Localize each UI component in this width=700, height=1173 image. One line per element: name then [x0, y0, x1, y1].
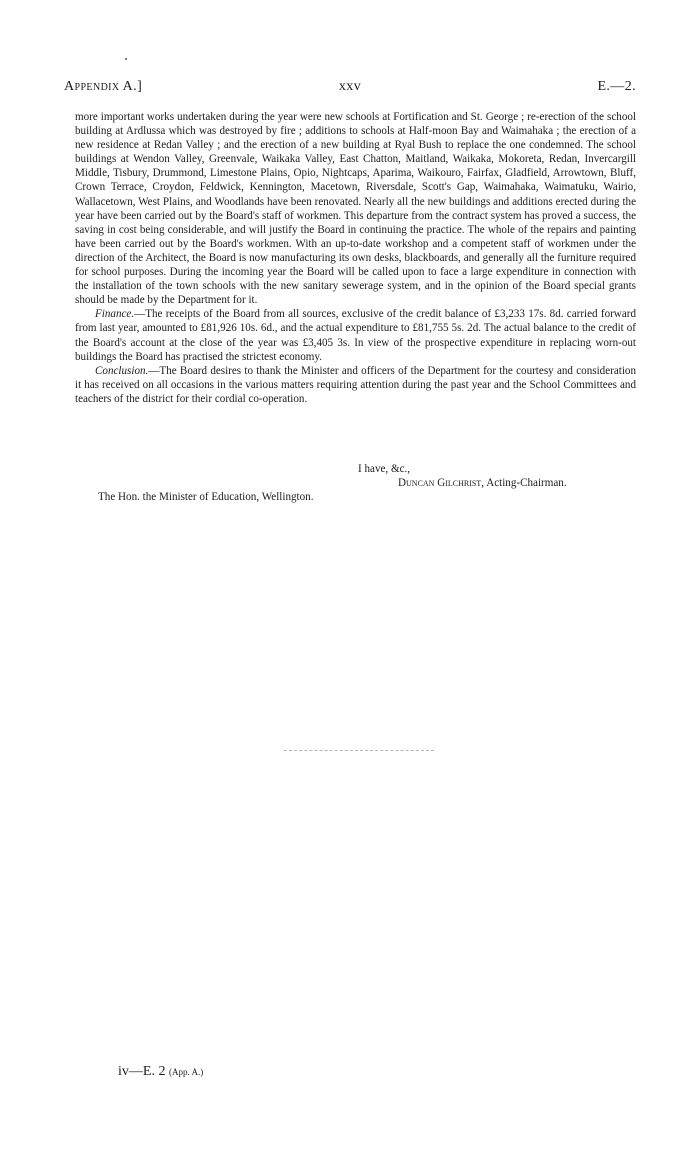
document-code: E.—2.	[597, 79, 636, 94]
works-paragraph: more important works undertaken during the year were new schools at Fortification and St. George ; re-erection of the school building at Ardlussa which was destroyed by fire ; additions to schools at Half-moon Bay and Waimahaka ; the erection of a new residence at Redan Valley ; and the erection of a new building at Ryal Bush to replace the one condemned. The school buildings at Wendon Valley, Greenvale, Waikaka Valley, East Chatton, Maitland, Waikaka, Mokoreta, Redan, Invercargill Middle, Tisbury, Drummond, Limestone Plains, Opio, Nightcaps, Aparima, Waikouro, Fairfax, Gladfield, Arrowtown, Bluff, Crown Terrace, Croydon, Feldwick, Kennington, Macetown, Riversdale, Scott's Gap, Waimahaka, Waimatuku, Wairio, Wallacetown, West Plains, and Woodlands have been renovated. Nearly all the new buildings and additions erected during the year have been carried out by the Board's staff of workmen. This departure from the contract system has proved a success, the saving in cost being considerable, and will justify the Board in continuing the practice. The whole of the repairs and painting have been carried out by the Board's workmen. With an up-to-date workshop and a competent staff of workmen under the direction of the Architect, the Board is now manufacturing its own desks, blackboards, and generally all the furniture required for school purposes. During the incoming year the Board will be called upon to face a large expenditure in connection with the installation of the town schools with the new sanitary sewerage system, and in the opinion of the Board special grants should be made by the Department for it.	[75, 111, 636, 307]
closing-line: I have, &c.,	[358, 463, 411, 475]
section-divider	[284, 750, 434, 751]
page-number: xxv	[338, 79, 362, 94]
speck-mark	[125, 58, 127, 60]
signatory-name: Duncan Gilchrist,	[398, 477, 485, 489]
report-body	[75, 110, 636, 406]
page-footer	[118, 1064, 203, 1080]
appendix-label: Appendix A.]	[64, 79, 143, 94]
finance-heading: Finance.	[95, 308, 135, 321]
conclusion-heading: Conclusion.	[95, 364, 149, 377]
footer-appendix-mark: (App. A.)	[168, 1067, 204, 1077]
signature-block	[398, 477, 567, 489]
finance-text: —The receipts of the Board from all sources, exclusive of the credit balance of £3,233 17s. 8d. carried forward from last year, amounted to £81,926 10s. 6d., and the actual expenditure to £81,755 5s. 2d. The actual balance to the credit of the Board's account at the close of the year was £3,405 3s. In view of the prospective expenditure in replacing worn-out buildings the Board has practised the strictest economy.	[75, 308, 636, 363]
footer-signature-mark: iv—E. 2	[118, 1064, 166, 1079]
signatory-title: Acting-Chairman.	[486, 477, 567, 489]
recipient-line: The Hon. the Minister of Education, Wellington.	[98, 491, 314, 503]
finance-paragraph	[75, 307, 636, 363]
conclusion-text: —The Board desires to thank the Minister and officers of the Department for the courtesy and consideration it has received on all occasions in the various matters requiring attention during the past year and the School Committees and teachers of the district for their cordial co-operation.	[75, 364, 636, 405]
conclusion-paragraph	[75, 364, 636, 406]
